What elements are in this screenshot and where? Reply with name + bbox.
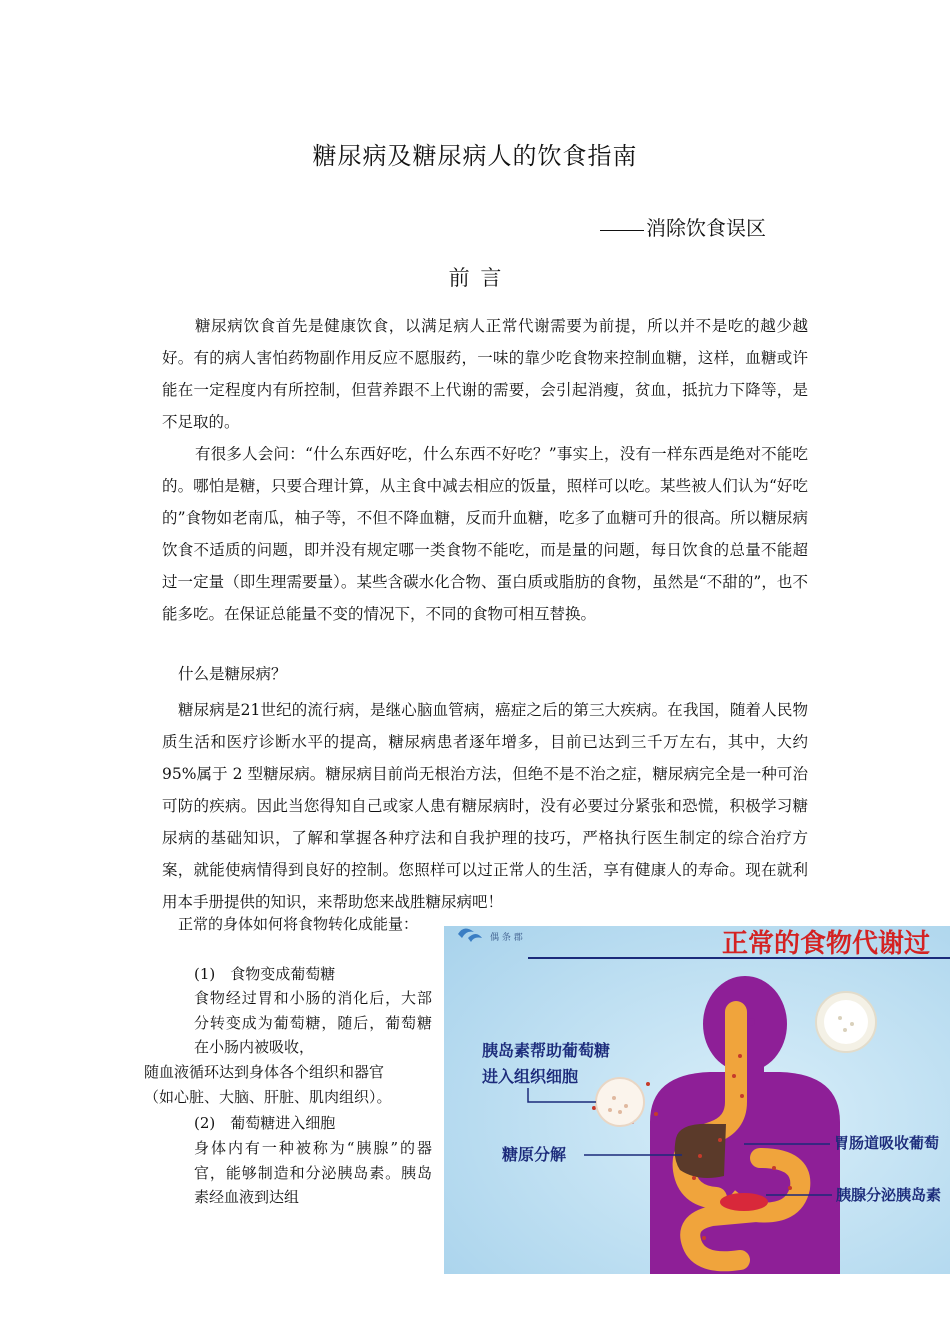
- tissue-cell: [596, 1078, 644, 1126]
- label-glycogen: 糖原分解: [502, 1145, 567, 1164]
- question-food-to-energy: 正常的身体如何将食物转化成能量：: [178, 915, 419, 933]
- metabolism-figure: [444, 926, 950, 1274]
- pancreas-shape: [720, 1193, 768, 1211]
- document-subtitle: [600, 212, 766, 241]
- metabolism-illustration: [444, 926, 950, 1274]
- subtitle-text: 消除饮食误区: [646, 216, 766, 240]
- label-insulin-line-1: 胰岛素帮助葡萄糖: [482, 1041, 611, 1060]
- logo-text: 偶 条 郡: [490, 933, 523, 943]
- label-pancreas: 胰腺分泌胰岛素: [836, 1186, 942, 1204]
- plate-icon: [816, 992, 876, 1052]
- document-title: 糖尿病及糖尿病人的饮食指南: [312, 142, 638, 170]
- label-gut-absorption: 胃肠道吸收葡萄: [834, 1134, 940, 1152]
- liver-shape: [675, 1124, 726, 1178]
- paragraph-2: 有很多人会问：“什么东西好吃，什么东西不好吃？”事实上，没有一样东西是绝对不能吃的。哪怕是糖，只要合理计算，从主食中减去相应的饭量，照样可以吃。某些被人们认为“好吃的”食物如老南瓜，柚子等，不但不降血糖，反而升血糖，吃多了血糖可升的很高。所以糖尿病饮食不适质的问题，即并没有规定哪一类食物不能吃，而是量的问题，每日饮食的总量不能超过一定量（即生理需要量）。某些含碳水化合物、蛋白质或脂肪的食物，虽然是“不甜的”，也不能多吃。在保证总能量不变的情况下，不同的食物可相互替换。: [162, 445, 808, 623]
- question-what-is-diabetes: 什么是糖尿病？: [178, 665, 287, 683]
- label-insulin-line-2: 进入组织细胞: [482, 1067, 579, 1086]
- step-1-body: 食物经过胃和小肠的消化后，大部分转变成为葡萄糖，随后，葡萄糖在小肠内被吸收，: [194, 989, 432, 1056]
- step-2-body: 身体内有一种被称为“胰腺”的器官，能够制造和分泌胰岛素。胰岛素经血液到达组: [194, 1139, 432, 1206]
- step-1-title: (1) 食物变成葡萄糖: [194, 965, 336, 983]
- step-1-continuation-1: 随血液循环达到身体各个组织和器官: [144, 1063, 385, 1081]
- subtitle-dash: [600, 230, 644, 231]
- step-1-continuation-2: （如心脏、大脑、肝脏、肌肉组织）。: [144, 1088, 392, 1106]
- figure-title: 正常的食物代谢过: [722, 929, 931, 959]
- paragraph-1: 糖尿病饮食首先是健康饮食，以满足病人正常代谢需要为前提，所以并不是吃的越少越好。有的病人害怕药物副作用反应不愿服药，一味的靠少吃食物来控制血糖，这样，血糖或许能在一定程度内有所控制，但营养跟不上代谢的需要，会引起消瘦，贫血，抵抗力下降等，是不足取的。: [162, 317, 808, 431]
- preface-heading: 前 言: [448, 266, 502, 290]
- paragraph-3: 糖尿病是21世纪的流行病，是继心脑血管病，癌症之后的第三大疾病。在我国，随着人民物质生活和医疗诊断水平的提高，糖尿病患者逐年增多，目前已达到三千万左右，其中，大约 95%属于 2 型糖尿病。糖尿病目前尚无根治方法，但绝不是不治之症，糖尿病完全是一种可治可防的疾病。因此当您得知自己或家人患有糖尿病时，没有必要过分紧张和恐慌，积极学习糖尿病的基础知识，了解和掌握各种疗法和自我护理的技巧，严格执行医生制定的综合治疗方案，就能使病情得到良好的控制。您照样可以过正常人的生活，享有健康人的寿命。现在就利用本手册提供的知识，来帮助您来战胜糖尿病吧！: [162, 701, 808, 911]
- step-2-title: (2) 葡萄糖进入细胞: [194, 1114, 336, 1132]
